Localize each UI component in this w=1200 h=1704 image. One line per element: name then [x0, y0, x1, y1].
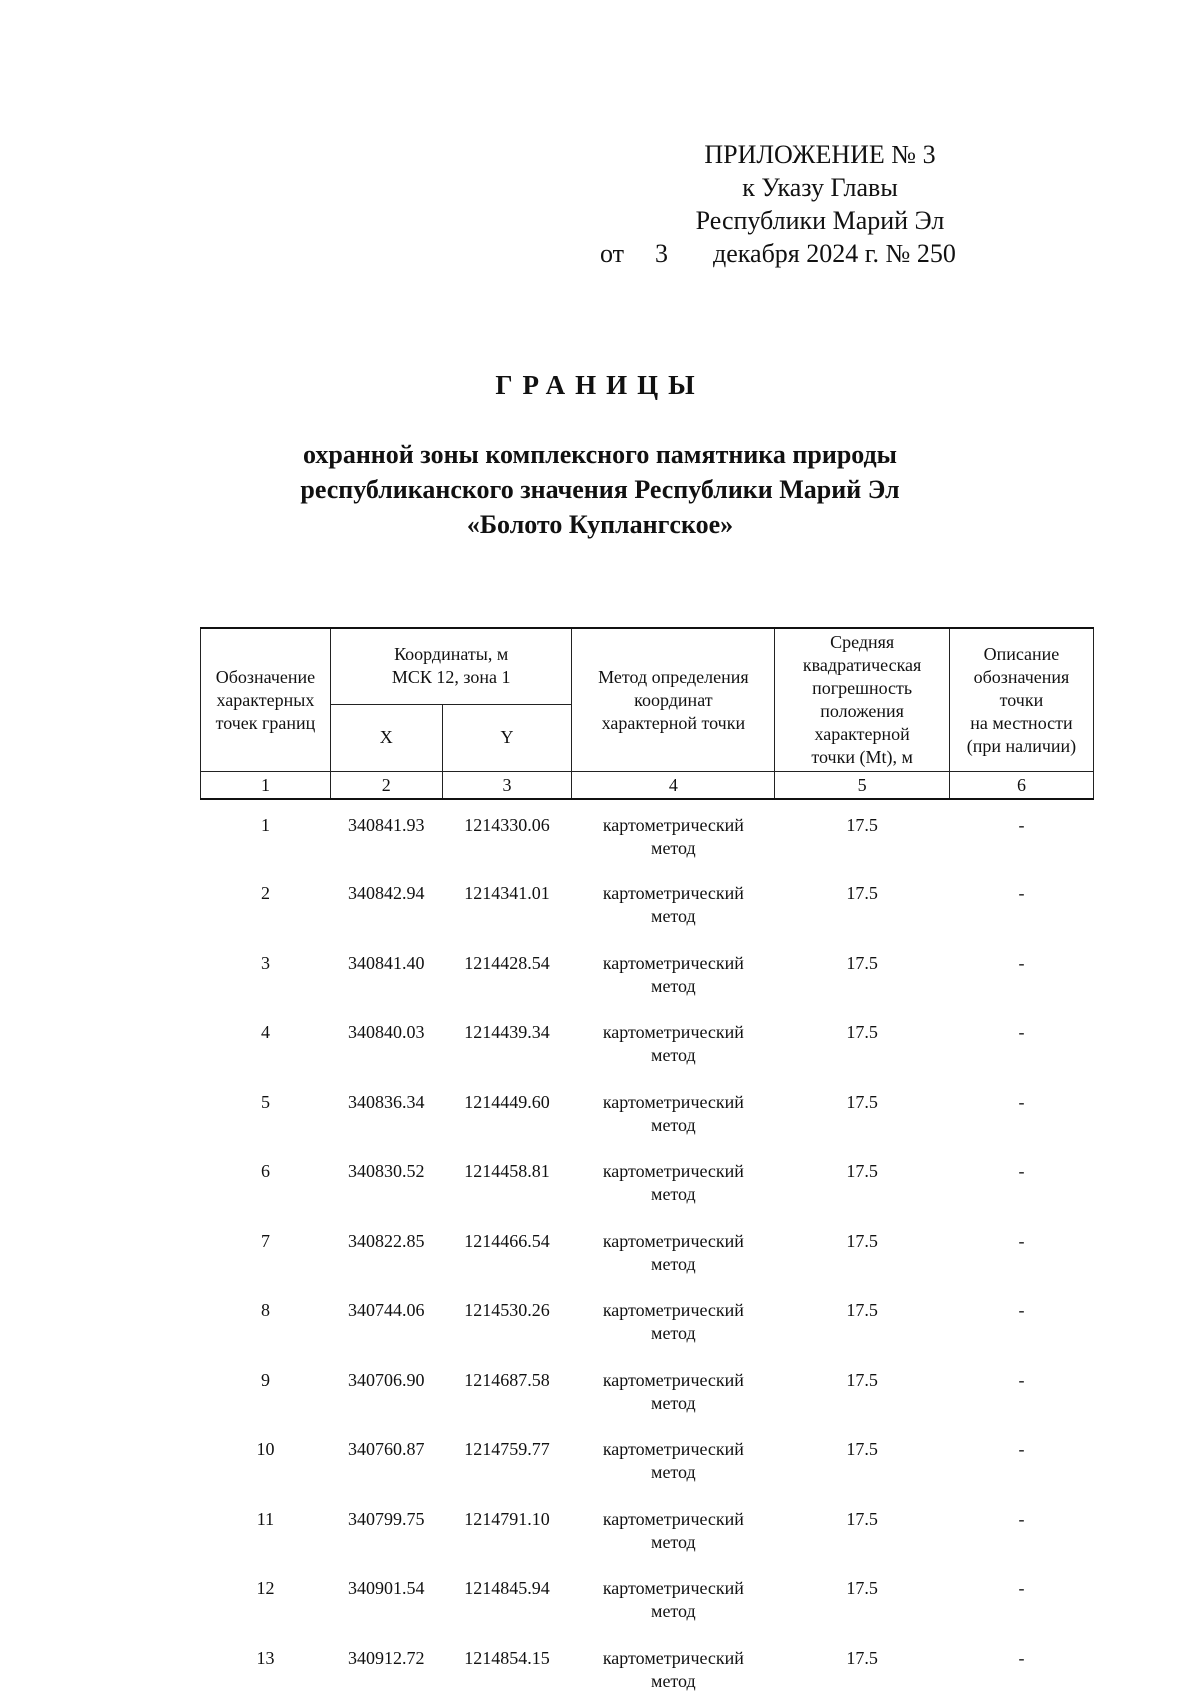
table-body	[201, 799, 1094, 1704]
table-row	[201, 799, 1094, 870]
method-cell	[572, 1148, 775, 1218]
table-row	[201, 1426, 1094, 1496]
point-number-cell: 4	[201, 1009, 331, 1079]
description-cell: -	[949, 799, 1093, 870]
method-cell	[572, 940, 775, 1010]
method-line-2: метод	[572, 905, 775, 928]
table-row	[201, 1357, 1094, 1427]
method-line-1: картометрический	[572, 814, 775, 837]
header-error-l6: точки (Mt), м	[779, 746, 945, 769]
header-desc-l4: на местности	[954, 712, 1089, 735]
method-cell	[572, 1565, 775, 1635]
description-cell: -	[949, 940, 1093, 1010]
coord-y-cell: 1214458.81	[442, 1148, 572, 1218]
header-error	[775, 628, 950, 772]
method-line-1: картометрический	[572, 1369, 775, 1392]
header-x: X	[330, 704, 442, 771]
table-row	[201, 940, 1094, 1010]
header-coords-l1: Координаты, м	[335, 643, 568, 666]
error-cell: 17.5	[775, 1496, 950, 1566]
table-row	[201, 1565, 1094, 1635]
table-row	[201, 1009, 1094, 1079]
coord-y-cell: 1214341.01	[442, 870, 572, 940]
date-number: 250	[917, 237, 956, 270]
description-cell: -	[949, 1635, 1093, 1704]
point-number-cell: 12	[201, 1565, 331, 1635]
error-cell: 17.5	[775, 1565, 950, 1635]
point-number-cell: 10	[201, 1426, 331, 1496]
header-description	[949, 628, 1093, 772]
method-line-1: картометрический	[572, 1438, 775, 1461]
header-desc-l5: (при наличии)	[954, 735, 1089, 758]
point-number-cell: 13	[201, 1635, 331, 1704]
coord-y-cell: 1214530.26	[442, 1287, 572, 1357]
coord-x-cell: 340830.52	[330, 1148, 442, 1218]
description-cell: -	[949, 1079, 1093, 1149]
coord-x-cell: 340842.94	[330, 870, 442, 940]
coord-x-cell: 340841.93	[330, 799, 442, 870]
method-cell	[572, 1426, 775, 1496]
method-line-2: метод	[572, 975, 775, 998]
coord-x-cell: 340760.87	[330, 1426, 442, 1496]
method-line-1: картометрический	[572, 1299, 775, 1322]
coord-x-cell: 340841.40	[330, 940, 442, 1010]
point-number-cell: 3	[201, 940, 331, 1010]
point-number-cell: 9	[201, 1357, 331, 1427]
header-error-l2: квадратическая	[779, 654, 945, 677]
table-row	[201, 1218, 1094, 1288]
document-title: ГРАНИЦЫ	[0, 370, 1200, 401]
header-point-l1: Обозначение	[205, 666, 326, 689]
coord-x-cell: 340744.06	[330, 1287, 442, 1357]
error-cell: 17.5	[775, 1426, 950, 1496]
header-error-l4: положения	[779, 700, 945, 723]
coord-x-cell: 340901.54	[330, 1565, 442, 1635]
table-header	[201, 628, 1094, 799]
method-cell	[572, 1009, 775, 1079]
method-line-2: метод	[572, 1114, 775, 1137]
appendix-number: ПРИЛОЖЕНИЕ № 3	[600, 138, 1040, 171]
error-cell: 17.5	[775, 1287, 950, 1357]
method-line-2: метод	[572, 1253, 775, 1276]
coord-x-cell: 340706.90	[330, 1357, 442, 1427]
description-cell: -	[949, 1496, 1093, 1566]
table-row	[201, 1079, 1094, 1149]
method-line-2: метод	[572, 1183, 775, 1206]
description-cell: -	[949, 1357, 1093, 1427]
point-number-cell: 7	[201, 1218, 331, 1288]
method-line-1: картометрический	[572, 1647, 775, 1670]
column-index-3: 3	[442, 772, 572, 800]
column-index-1: 1	[201, 772, 331, 800]
method-cell	[572, 1496, 775, 1566]
error-cell: 17.5	[775, 1635, 950, 1704]
method-line-2: метод	[572, 1531, 775, 1554]
column-index-6: 6	[949, 772, 1093, 800]
description-cell: -	[949, 1218, 1093, 1288]
description-cell: -	[949, 1426, 1093, 1496]
header-desc-l3: точки	[954, 689, 1089, 712]
header-y: Y	[442, 704, 572, 771]
method-cell	[572, 1079, 775, 1149]
method-line-2: метод	[572, 1044, 775, 1067]
method-line-1: картометрический	[572, 1091, 775, 1114]
coord-y-cell: 1214687.58	[442, 1357, 572, 1427]
table-row	[201, 1496, 1094, 1566]
header-method-l3: характерной точки	[576, 712, 770, 735]
date-month-year: декабря 2024 г. №	[713, 237, 910, 270]
coord-y-cell: 1214449.60	[442, 1079, 572, 1149]
method-line-2: метод	[572, 1322, 775, 1345]
date-day: 3	[631, 237, 693, 270]
subtitle-line-3: «Болото Куплангское»	[0, 507, 1200, 542]
error-cell: 17.5	[775, 870, 950, 940]
method-line-1: картометрический	[572, 952, 775, 975]
column-index-5: 5	[775, 772, 950, 800]
coord-x-cell: 340799.75	[330, 1496, 442, 1566]
method-line-2: метод	[572, 837, 775, 860]
appendix-decree: к Указу Главы	[600, 171, 1040, 204]
appendix-header	[600, 138, 1040, 270]
document-subtitle	[0, 437, 1200, 542]
method-cell	[572, 1218, 775, 1288]
coord-y-cell: 1214428.54	[442, 940, 572, 1010]
point-number-cell: 2	[201, 870, 331, 940]
coord-y-cell: 1214854.15	[442, 1635, 572, 1704]
method-line-1: картометрический	[572, 1577, 775, 1600]
coord-x-cell: 340822.85	[330, 1218, 442, 1288]
error-cell: 17.5	[775, 1357, 950, 1427]
header-point-l2: характерных	[205, 689, 326, 712]
header-error-l3: погрешность	[779, 677, 945, 700]
header-method-l1: Метод определения	[576, 666, 770, 689]
description-cell: -	[949, 1148, 1093, 1218]
coord-y-cell: 1214845.94	[442, 1565, 572, 1635]
method-line-2: метод	[572, 1461, 775, 1484]
appendix-republic: Республики Марий Эл	[600, 204, 1040, 237]
header-coords-l2: МСК 12, зона 1	[335, 666, 568, 689]
method-cell	[572, 1635, 775, 1704]
method-line-1: картометрический	[572, 1508, 775, 1531]
error-cell: 17.5	[775, 1218, 950, 1288]
header-point-l3: точек границ	[205, 712, 326, 735]
description-cell: -	[949, 1009, 1093, 1079]
error-cell: 17.5	[775, 940, 950, 1010]
header-method	[572, 628, 775, 772]
coord-y-cell: 1214439.34	[442, 1009, 572, 1079]
column-index-4: 4	[572, 772, 775, 800]
method-line-2: метод	[572, 1392, 775, 1415]
coord-x-cell: 340912.72	[330, 1635, 442, 1704]
coord-y-cell: 1214466.54	[442, 1218, 572, 1288]
header-point	[201, 628, 331, 772]
method-line-1: картометрический	[572, 1160, 775, 1183]
coord-y-cell: 1214791.10	[442, 1496, 572, 1566]
method-line-2: метод	[572, 1670, 775, 1693]
header-method-l2: координат	[576, 689, 770, 712]
description-cell: -	[949, 870, 1093, 940]
method-line-1: картометрический	[572, 882, 775, 905]
column-index-2: 2	[330, 772, 442, 800]
method-cell	[572, 799, 775, 870]
boundary-points-table	[200, 627, 1094, 1704]
method-cell	[572, 1287, 775, 1357]
method-line-1: картометрический	[572, 1230, 775, 1253]
coord-x-cell: 340836.34	[330, 1079, 442, 1149]
table-row	[201, 1148, 1094, 1218]
error-cell: 17.5	[775, 1079, 950, 1149]
method-line-1: картометрический	[572, 1021, 775, 1044]
point-number-cell: 8	[201, 1287, 331, 1357]
description-cell: -	[949, 1287, 1093, 1357]
error-cell: 17.5	[775, 1009, 950, 1079]
point-number-cell: 6	[201, 1148, 331, 1218]
table-row	[201, 870, 1094, 940]
point-number-cell: 11	[201, 1496, 331, 1566]
point-number-cell: 5	[201, 1079, 331, 1149]
method-cell	[572, 1357, 775, 1427]
subtitle-line-2: республиканского значения Республики Марий Эл	[0, 472, 1200, 507]
header-error-l1: Средняя	[779, 631, 945, 654]
coord-y-cell: 1214330.06	[442, 799, 572, 870]
coord-y-cell: 1214759.77	[442, 1426, 572, 1496]
header-coords	[330, 628, 572, 704]
method-line-2: метод	[572, 1600, 775, 1623]
header-desc-l2: обозначения	[954, 666, 1089, 689]
date-prefix: от	[600, 237, 624, 270]
subtitle-line-1: охранной зоны комплексного памятника природы	[0, 437, 1200, 472]
table-row	[201, 1287, 1094, 1357]
error-cell: 17.5	[775, 799, 950, 870]
error-cell: 17.5	[775, 1148, 950, 1218]
point-number-cell: 1	[201, 799, 331, 870]
header-desc-l1: Описание	[954, 643, 1089, 666]
header-error-l5: характерной	[779, 723, 945, 746]
method-cell	[572, 870, 775, 940]
table-row	[201, 1635, 1094, 1704]
appendix-date	[520, 237, 1040, 270]
description-cell: -	[949, 1565, 1093, 1635]
coord-x-cell: 340840.03	[330, 1009, 442, 1079]
